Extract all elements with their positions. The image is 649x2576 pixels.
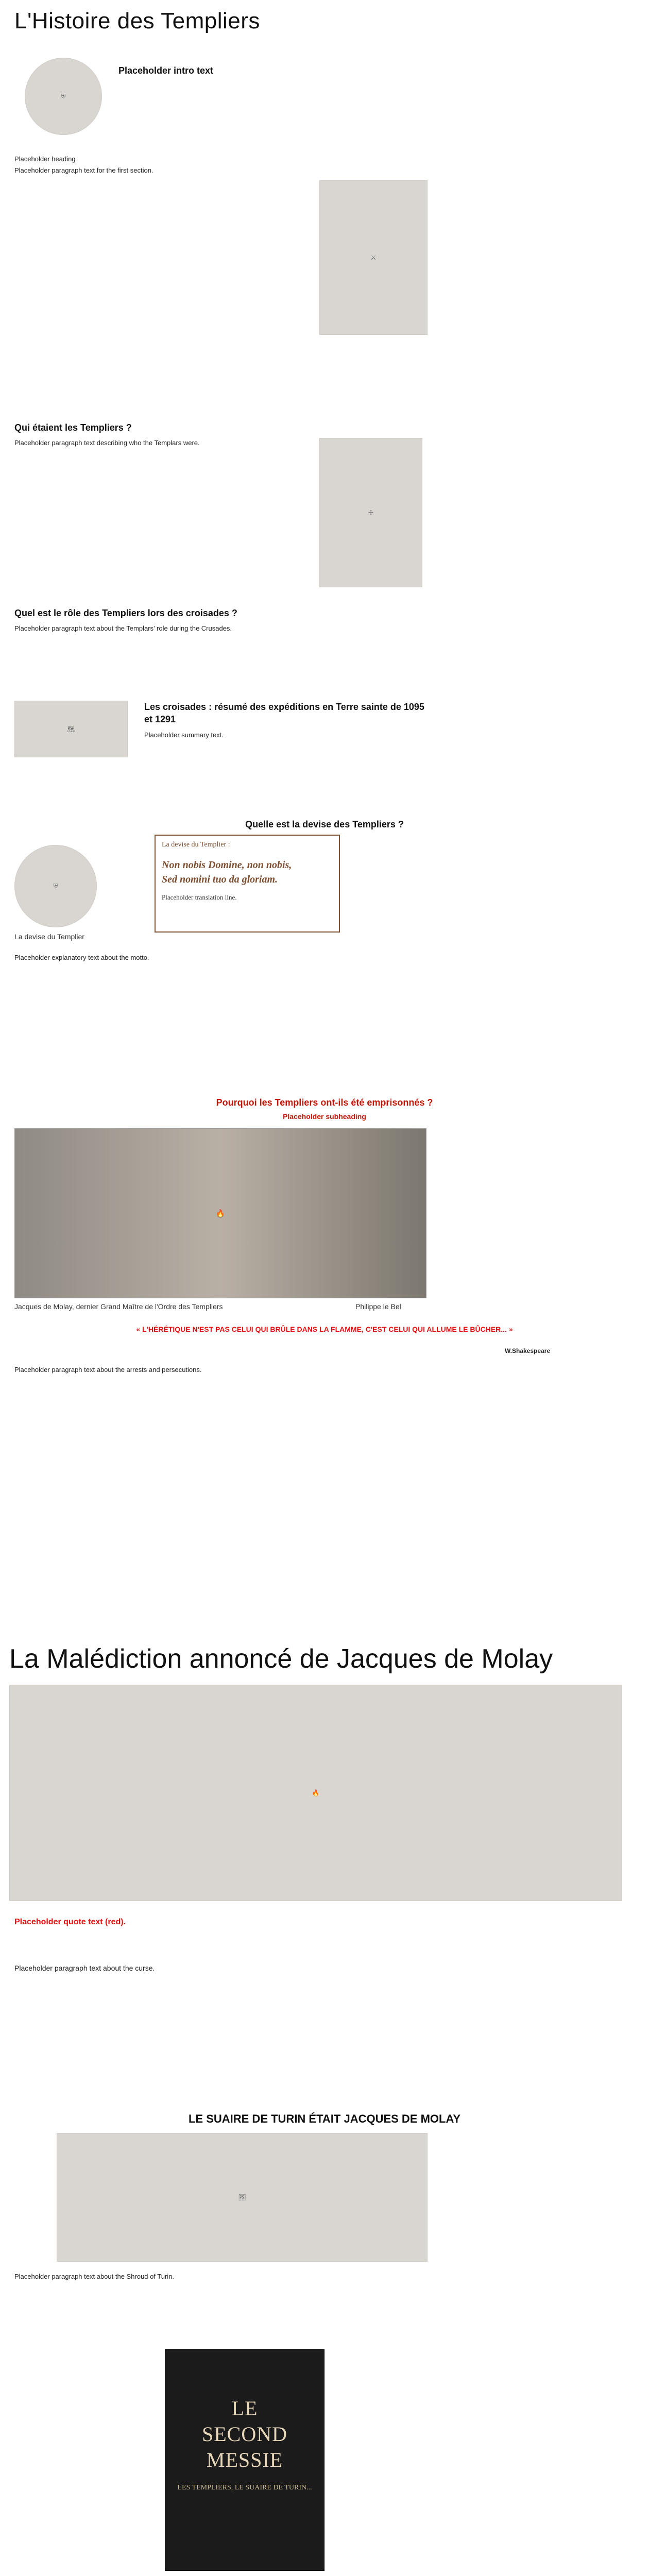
devise-heading: Quelle est la devise des Templiers ?: [245, 819, 404, 829]
malediction-body: Placeholder paragraph text about the curse.: [14, 1964, 155, 1972]
malediction-image: [9, 1685, 622, 1901]
suaire-image-placeholder: 🖼: [238, 2194, 246, 2201]
persecutions-block: [0, 1097, 649, 1121]
persecutions-image: [14, 1128, 426, 1298]
section-2: [14, 422, 313, 448]
book-subtitle: LES TEMPLIERS, LE SUAIRE DE TURIN...: [177, 2484, 312, 2492]
templar-portrait-image: [319, 438, 422, 587]
templar-emblem-placeholder: ⛨: [61, 92, 66, 100]
persecutions-caption-left: Jacques de Molay, dernier Grand Maître de l'Ordre des Templiers: [14, 1302, 223, 1311]
crusades-map-placeholder: 🗺: [67, 725, 75, 733]
motto-quote-line-2: Sed nomini tuo da gloriam.: [162, 874, 278, 885]
section-3-heading: Quel est le rôle des Templiers lors des croisades ?: [14, 608, 237, 618]
croisades-title: Les croisades : résumé des expéditions en Terre sainte de 1095 et 1291: [144, 702, 424, 724]
templar-knight-placeholder: ⚔: [370, 254, 377, 261]
suaire-title: LE SUAIRE DE TURIN ÉTAIT JACQUES DE MOLAY: [188, 2112, 461, 2125]
motto-quote-title: La devise du Templier :: [162, 841, 230, 849]
suaire-body: Placeholder paragraph text about the Shroud of Turin.: [14, 2273, 175, 2280]
section-3: [14, 608, 416, 633]
seal-image: [14, 845, 97, 927]
devise-caption: La devise du Templier: [14, 933, 84, 941]
templar-emblem-image: [25, 58, 102, 135]
croisades-body: Placeholder summary text.: [144, 731, 224, 739]
section-2-body: Placeholder paragraph text describing who the Templars were.: [14, 439, 200, 447]
persecutions-caption-right: Philippe le Bel: [355, 1302, 401, 1311]
seal-placeholder: ⛨: [53, 882, 58, 890]
persecutions-quote: « L'HÉRÉTIQUE N'EST PAS CELUI QUI BRÛLE DANS LA FLAMME, C'EST CELUI QUI ALLUME LE BÛCHER... »: [136, 1325, 513, 1333]
persecutions-subheading: Placeholder subheading: [283, 1112, 366, 1121]
section-2-heading: Qui étaient les Templiers ?: [14, 422, 132, 433]
motto-quote-box: [155, 835, 340, 933]
templar-portrait-placeholder: ☩: [368, 509, 374, 516]
croisades-box: [144, 701, 433, 740]
book-title-1: LE: [231, 2397, 258, 2420]
section-3-body: Placeholder paragraph text about the Templars’ role during the Crusades.: [14, 624, 232, 632]
intro-text: Placeholder intro text: [118, 65, 214, 76]
suaire-image: [57, 2133, 428, 2262]
section-1-heading: Placeholder heading: [14, 155, 76, 163]
page-title: L'Histoire des Templiers: [14, 8, 260, 33]
persecutions-image-placeholder: 🔥: [216, 1209, 225, 1217]
persecutions-heading: Pourquoi les Templiers ont-ils été emprisonnés ?: [216, 1097, 433, 1108]
malediction-image-placeholder: 🔥: [312, 1789, 320, 1797]
section-1-body: Placeholder paragraph text for the first section.: [14, 166, 153, 174]
persecutions-body: Placeholder paragraph text about the arrests and persecutions.: [14, 1366, 202, 1374]
book-cover: [165, 2349, 324, 2571]
motto-quote-translation: Placeholder translation line.: [162, 893, 237, 901]
devise-body: Placeholder explanatory text about the motto.: [14, 954, 149, 961]
book-title-3: MESSIE: [206, 2448, 283, 2471]
book-title-2: SECOND: [201, 2422, 288, 2446]
malediction-red-quote: Placeholder quote text (red).: [14, 1918, 126, 1926]
templar-knight-image: [319, 180, 428, 335]
motto-quote-line-1: Non nobis Domine, non nobis,: [162, 859, 292, 871]
crusades-map-image: [14, 701, 128, 757]
persecutions-quote-author: W.Shakespeare: [505, 1347, 551, 1354]
malediction-title: La Malédiction annoncé de Jacques de Molay: [9, 1644, 553, 1674]
